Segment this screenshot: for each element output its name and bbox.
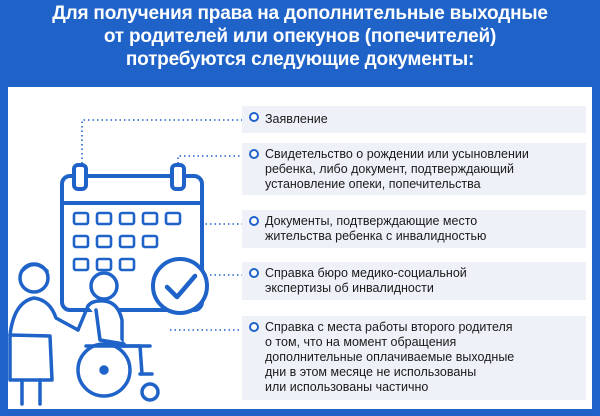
item-line: или использованы частично: [265, 380, 429, 394]
document-item-second-parent-work-certificate: [242, 316, 586, 400]
document-item-residence: [242, 210, 586, 248]
item-line: установление опеки, попечительства: [265, 177, 481, 191]
item-line: Заявление: [265, 112, 328, 126]
title-line-1: Для получения права на дополнительные выходные: [52, 3, 548, 24]
item-line: Документы, подтверждающие место: [265, 214, 478, 228]
title-line-2: от родителей или опекунов (попечителей): [103, 26, 497, 47]
item-line: о том, что на момент обращения: [265, 335, 457, 349]
document-item-birth-certificate: [242, 143, 586, 195]
bullet-icon: [249, 268, 259, 278]
bullet-icon: [249, 112, 259, 122]
document-item-disability-certificate: [242, 262, 586, 300]
item-line: ребенка, либо документ, подтверждающий: [265, 162, 514, 176]
item-line: Справка с места работы второго родителя: [265, 320, 513, 334]
item-line: дополнительные оплачиваемые выходные: [265, 350, 515, 364]
bullet-icon: [249, 216, 259, 226]
title-line-3: потребуются следующие документы:: [125, 49, 475, 70]
bullet-icon: [249, 322, 259, 332]
item-line: Свидетельство о рождении или усыновлении: [265, 147, 529, 161]
document-item-application: [242, 106, 586, 133]
item-line: экспертизы об инвалидности: [265, 281, 434, 295]
checkmark-icon: [153, 259, 207, 313]
bullet-icon: [249, 149, 259, 159]
item-line: дни в этом месяце не использованы: [265, 365, 477, 379]
connector-line-2: [178, 156, 249, 168]
item-line: жительства ребенка с инвалидностью: [265, 229, 487, 243]
item-line: Справка бюро медико-социальной: [265, 266, 467, 280]
connector-line-1: [82, 120, 249, 168]
